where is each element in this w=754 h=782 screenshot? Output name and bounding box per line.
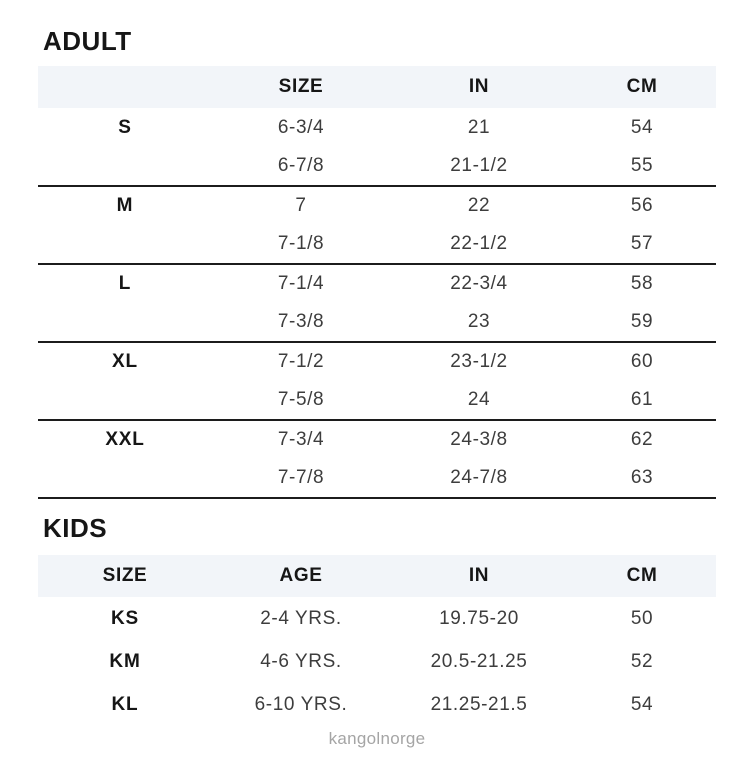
table-row: [38, 381, 716, 420]
size-label-cell: L: [118, 273, 132, 294]
size-label-cell: S: [118, 116, 132, 138]
value-cell: 56: [630, 195, 654, 216]
adult-table-body: [38, 108, 716, 498]
table-row: [38, 264, 716, 303]
value-cell: 24-7/8: [390, 459, 568, 498]
value-cell: 54: [630, 693, 654, 715]
value-cell: 20.5-21.25: [430, 650, 528, 672]
size-label-cell: [38, 381, 212, 420]
table-row: [38, 108, 716, 147]
value-cell: 57: [568, 225, 716, 264]
value-cell: 6-3/4: [277, 116, 325, 138]
value-cell: 22: [467, 195, 491, 216]
value-cell: 2-4 YRS.: [260, 607, 342, 629]
value-cell: 54: [630, 116, 654, 138]
value-cell: 7-1/8: [212, 225, 390, 264]
value-cell: 7-3/4: [277, 429, 325, 450]
brand-watermark: kangolnorge: [328, 729, 426, 748]
value-cell: 7-1/2: [277, 351, 325, 372]
size-label-cell: [38, 147, 212, 186]
value-cell: 58: [630, 273, 654, 294]
value-cell: 59: [568, 303, 716, 342]
value-cell: 23-1/2: [450, 351, 508, 372]
table-row: [38, 342, 716, 381]
size-label-cell: XL: [112, 351, 138, 372]
table-row: [38, 459, 716, 498]
kids-header-row: [38, 555, 716, 597]
column-header: IN: [390, 555, 568, 597]
kids-table-body: [38, 597, 716, 726]
kids-size-table: [38, 555, 716, 726]
column-header: AGE: [212, 555, 390, 597]
value-cell: 55: [568, 147, 716, 186]
table-row: [38, 683, 716, 726]
size-label-cell: KL: [111, 693, 139, 715]
column-header: CM: [568, 555, 716, 597]
value-cell: 23: [390, 303, 568, 342]
size-label-cell: [38, 459, 212, 498]
size-chart-page: [0, 28, 754, 782]
table-row: [38, 225, 716, 264]
value-cell: 21: [467, 116, 491, 138]
adult-section-title: ADULT: [43, 26, 132, 56]
value-cell: 50: [630, 607, 654, 629]
value-cell: 7-3/8: [212, 303, 390, 342]
value-cell: 7-7/8: [212, 459, 390, 498]
table-row: [38, 303, 716, 342]
value-cell: 22-1/2: [390, 225, 568, 264]
value-cell: 6-7/8: [212, 147, 390, 186]
value-cell: 4-6 YRS.: [260, 650, 342, 672]
size-label-cell: KS: [111, 607, 139, 629]
table-row: [38, 186, 716, 225]
size-label-cell: M: [116, 195, 134, 216]
value-cell: 7-1/4: [277, 273, 325, 294]
value-cell: 6-10 YRS.: [254, 693, 348, 715]
column-header: [38, 66, 212, 108]
value-cell: 60: [630, 351, 654, 372]
size-label-cell: KM: [109, 650, 141, 672]
table-row: [38, 147, 716, 186]
adult-size-table: [38, 66, 716, 499]
value-cell: 7-5/8: [212, 381, 390, 420]
adult-header-row: [38, 66, 716, 108]
value-cell: 24-3/8: [450, 429, 508, 450]
kids-section-title: KIDS: [43, 513, 108, 543]
size-label-cell: [38, 225, 212, 264]
value-cell: 22-3/4: [450, 273, 508, 294]
value-cell: 7: [295, 195, 307, 216]
column-header: SIZE: [38, 555, 212, 597]
size-label-cell: XXL: [105, 429, 145, 450]
table-row: [38, 420, 716, 459]
size-label-cell: [38, 303, 212, 342]
value-cell: 62: [630, 429, 654, 450]
column-header: SIZE: [212, 66, 390, 108]
value-cell: 21-1/2: [390, 147, 568, 186]
value-cell: 19.75-20: [439, 607, 519, 629]
table-row: [38, 597, 716, 640]
value-cell: 21.25-21.5: [430, 693, 528, 715]
value-cell: 52: [630, 650, 654, 672]
table-row: [38, 640, 716, 683]
value-cell: 61: [568, 381, 716, 420]
value-cell: 63: [568, 459, 716, 498]
column-header: CM: [568, 66, 716, 108]
value-cell: 24: [390, 381, 568, 420]
column-header: IN: [390, 66, 568, 108]
